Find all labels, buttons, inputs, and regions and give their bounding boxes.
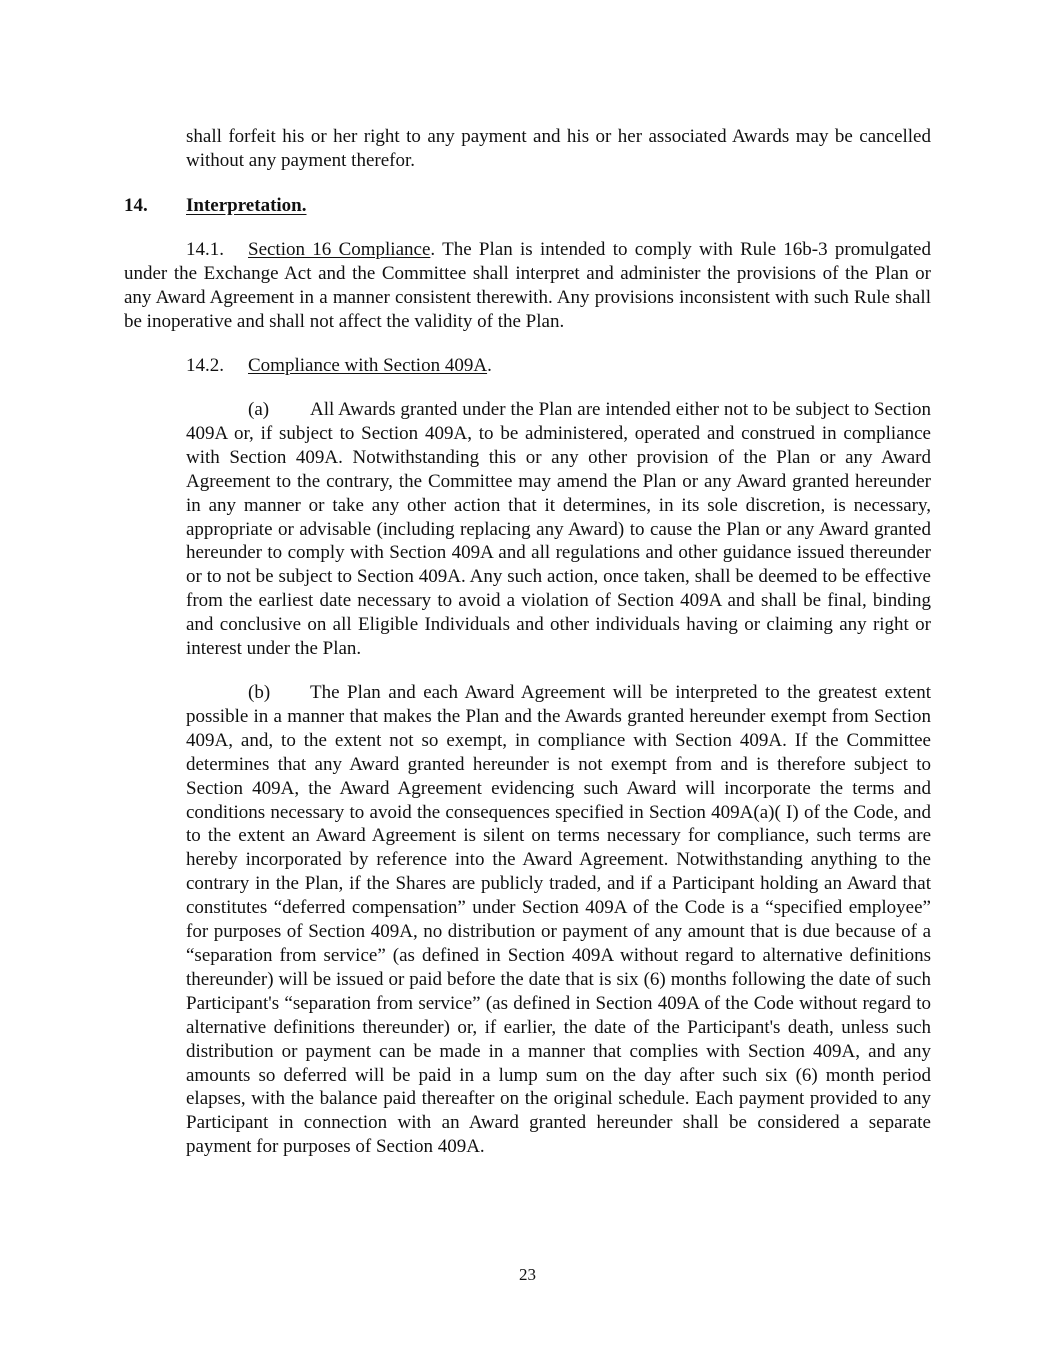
- section-14-2-title: Compliance with Section 409A: [248, 355, 488, 376]
- section-14-1-number: 14.1.: [186, 239, 224, 260]
- section-14-heading: [124, 194, 307, 218]
- section-14-2-heading: [124, 354, 931, 378]
- section-14-2-title-period: .: [487, 355, 492, 376]
- section-14-title: Interpretation.: [186, 195, 307, 216]
- section-14-2-a-paragraph: [186, 398, 931, 661]
- continuation-text: shall forfeit his or her right to any payment and his or her associated Awards may be cancelled without any payment therefor.: [186, 126, 931, 171]
- section-14-2-a-text: All Awards granted under the Plan are intended either not to be subject to Section 409A or, if subject to Section 409A, to be administered, operated and construed in compliance with Section 409A. Notwithstanding this or any other provision of the Plan or any Award Agreement to the contrary, the Committee may amend the Plan or any Award granted hereunder in any manner or take any other action that it determines, in its sole discretion, is necessary, appropriate or advisable (including replacing any Award) to cause the Plan or any Award granted hereunder to comply with Section 409A and all regulations and other guidance issued thereunder or to not be subject to Section 409A. Any such action, once taken, shall be deemed to be effective from the earliest date necessary to avoid a violation of Section 409A and shall be final, binding and conclusive on all Eligible Individuals and other individuals having or claiming any right or interest under the Plan.: [186, 399, 931, 660]
- continuation-paragraph: [186, 125, 931, 173]
- section-14-2-a-label: (a): [248, 399, 270, 420]
- section-14-2-b-label: (b): [248, 682, 271, 703]
- section-14-1-paragraph: [124, 238, 931, 334]
- section-14-2-b-text: The Plan and each Award Agreement will be interpreted to the greatest extent possible in a manner that makes the Plan and the Awards granted hereunder exempt from Section 409A, and, to the extent not so exempt, in compliance with Section 409A. If the Committee determines that any Award granted hereunder is not exempt from and is therefore subject to Section 409A, the Award Agreement evidencing such Award will incorporate the terms and conditions necessary to avoid the consequences specified in Section 409A(a)( I) of the Code, and to the extent an Award Agreement is silent on terms necessary for compliance, such terms are hereby incorporated by reference into the Award Agreement. Notwithstanding anything to the contrary in the Plan, if the Shares are publicly traded, and if a Participant holding an Award that constitutes “deferred compensation” under Section 409A of the Code is a “specified employee” for purposes of Section 409A, no distribution or payment of any amount that is due because of a “separation from service” (as defined in Section 409A without regard to alternative definitions thereunder) will be issued or paid before the date that is six (6) months following the date of such Participant's “separation from service” (as defined in Section 409A of the Code without regard to alternative definitions thereunder) or, if earlier, the date of the Participant's death, unless such distribution or payment can be made in a manner that complies with Section 409A, and any amounts so deferred will be paid in a lump sum on the day after such six (6) month period elapses, with the balance paid thereafter on the original schedule. Each payment provided to any Participant in connection with an Award granted hereunder shall be considered a separate payment for purposes of Section 409A.: [186, 682, 931, 1158]
- section-14-2-number: 14.2.: [186, 355, 224, 376]
- section-14-2-b-paragraph: [186, 681, 931, 1159]
- section-14-1-title: Section 16 Compliance: [248, 239, 431, 260]
- page-number: 23: [519, 1265, 536, 1284]
- section-14-1-title-period: .: [430, 239, 436, 260]
- section-14-1-body: The Plan is intended to comply with Rule 16b-3 promulgated under the Exchange Act and the Committee shall interpret and administer the provisions of the Plan or any Award Agreement in a manner consistent therewith. Any provisions inconsistent with such Rule shall be inoperative and shall not affect the validity of the Plan.: [124, 239, 931, 332]
- section-14-number: 14.: [124, 195, 148, 216]
